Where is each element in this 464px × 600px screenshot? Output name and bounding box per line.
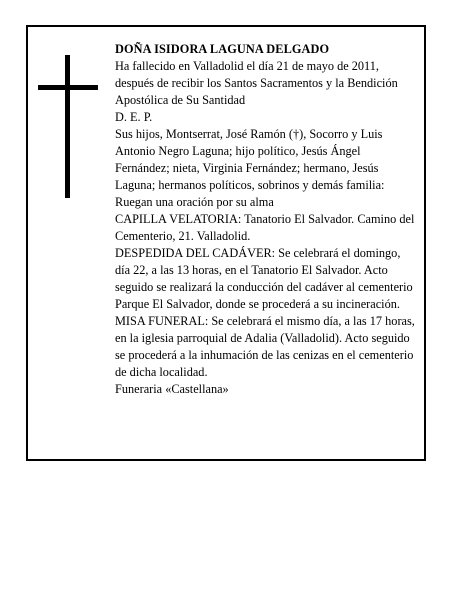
cross-icon [38, 55, 98, 200]
farewell-info: DESPEDIDA DEL CADÁVER: Se celebrará el domingo, día 22, a las 13 horas, en el Tanatorio El Salvador. Acto seguido se realizará la conducción del cadáver al cementerio Parque El Salvador, donde se procederá a su incineración. [115, 246, 413, 311]
death-announcement: Ha fallecido en Valladolid el día 21 de mayo de 2011, después de recibir los Santos Sacramentos y la Bendición Apostólica de Su Santidad [115, 59, 398, 107]
prayer-request: Ruegan una oración por su alma [115, 195, 274, 209]
funeral-mass-info: MISA FUNERAL: Se celebrará el mismo día, a las 17 horas, en la iglesia parroquial de Adalia (Valladolid). Acto seguido se procederá a la inhumación de las cenizas en el cementerio de dicha localidad. [115, 314, 415, 379]
cross-horizontal-bar [38, 85, 98, 90]
notice-text [115, 41, 415, 398]
funeral-home: Funeraria «Castellana» [115, 382, 229, 396]
deceased-name: DOÑA ISIDORA LAGUNA DELGADO [115, 42, 330, 56]
rest-in-peace: D. E. P. [115, 110, 153, 124]
family-list: Sus hijos, Montserrat, José Ramón (†), Socorro y Luis Antonio Negro Laguna; hijo político, Jesús Ángel Fernández; nieta, Virginia Fernández; hermano, Jesús Laguna; hermanos políticos, sobrinos y demás familia: [115, 127, 385, 192]
obituary-notice [26, 25, 426, 461]
cross-vertical-bar [65, 55, 70, 198]
chapel-info: CAPILLA VELATORIA: Tanatorio El Salvador. Camino del Cementerio, 21. Valladolid. [115, 212, 415, 243]
